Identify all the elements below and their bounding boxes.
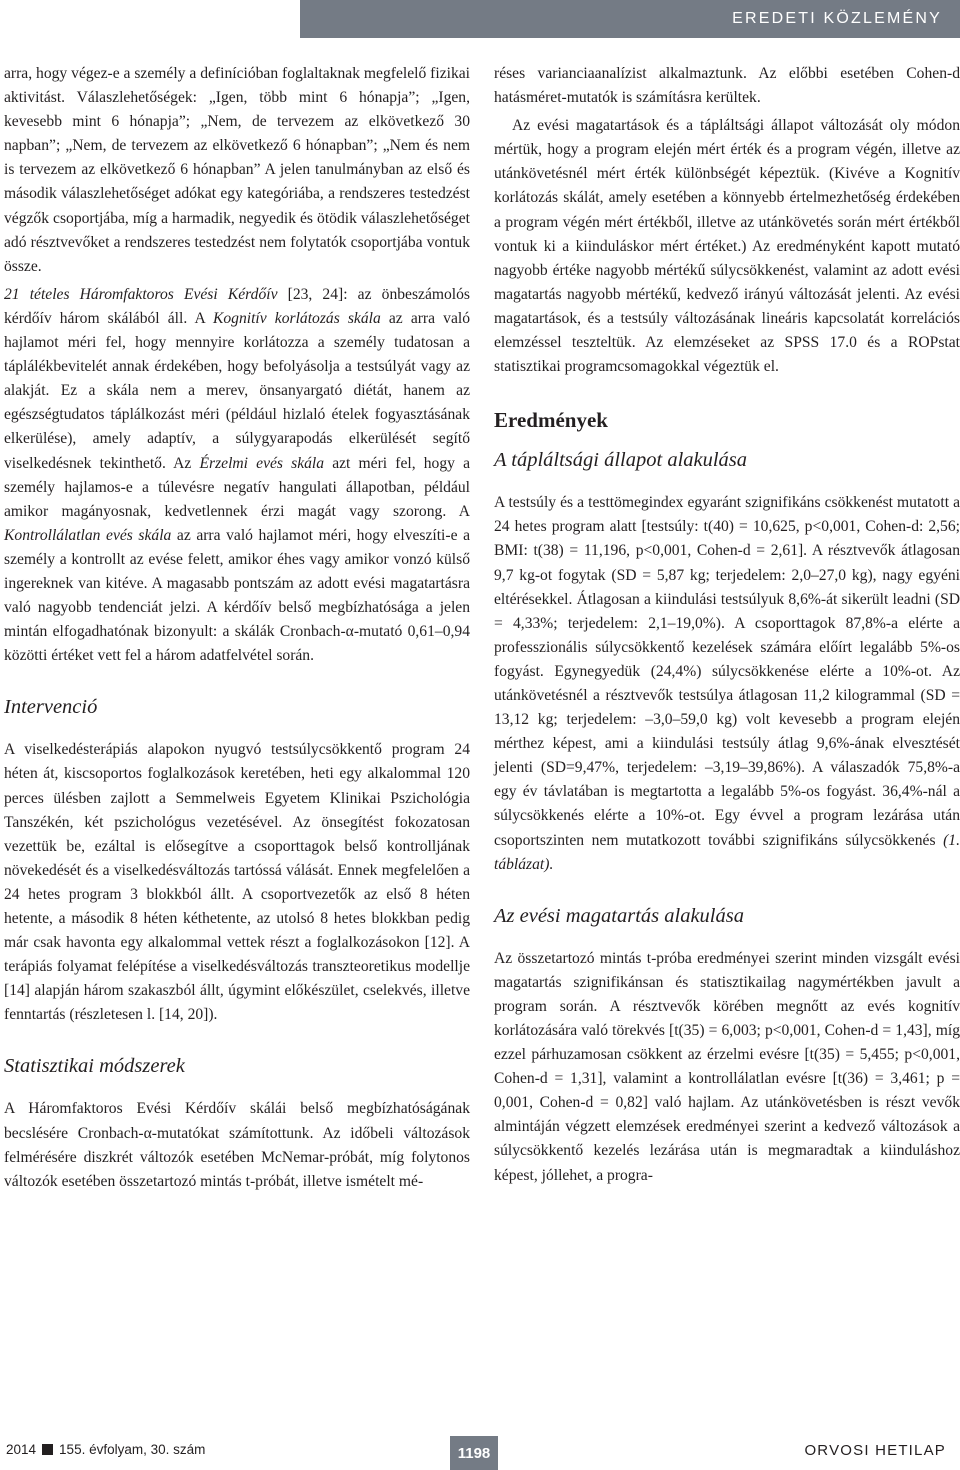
section-heading: Statisztikai módszerek bbox=[4, 1055, 185, 1078]
paragraph: réses varianciaanalízist alkalmaztunk. Az előbbi esetében Cohen-d hatásméret-mutatók is számításra kerültek. bbox=[494, 65, 960, 107]
journal-name: ORVOSI HETILAP bbox=[804, 1442, 946, 1459]
square-bullet-icon bbox=[42, 1444, 53, 1455]
subsection-heading: Az evési magatartás alakulása bbox=[494, 904, 744, 927]
section-heading: Eredmények bbox=[494, 408, 608, 433]
paragraph: A testsúly és a testtömegindex egyaránt szignifikáns csökkenést mutatott a 24 hetes program alatt [testsúly: t(40) = 10,625, p<0,001, Cohen-d: 2,56; BMI: t(38) = 11,196, p<0,001, Cohen-d = 2,61]. A résztvevők átlagosan 9,7 kg-ot fogytak (SD = 5,87 kg; terjedelem: 2,0–27,0 kg), nagy egyéni eltérésekkel. Átlagosan a kiindulási testsúlyuk 8,6%-át sikerült leadni (SD = 4,33%; terjedelem: 2,1–19,0%). A csoporttagok 87,8%-a elérte a professzionális súlycsökkentő kezelések számára előírt legalább 5%-os fogyást. Egynegyedük (24,4%) súlycsökkenése elérte a 10%-ot. Az utánkövetésnél a résztvevők testsúlya átlagosan 11,2 kilogrammal (SD = 13,12 kg; terjedelem: –3,0–59,0 kg) volt kevesebb a program elején mérthez képest, ami a kiindulási testsúly átlag 9,6%-ának elvesztését jelenti (SD=9,47%, terjedelem: –3,19–39,86%). A válaszadók 75,8%-a egy év távlatában is megtartotta a legalább 5%-os fogyást. 36,4%-nál a súlycsökkenés elérte a 10%-ot. Egy évvel a program lezárása után csoportszinten nem mutatkozott további szignifikáns súlycsökkenés (1. táblázat). bbox=[494, 494, 960, 873]
italic-term: 21 tételes Háromfaktoros Evési Kérdőív bbox=[4, 285, 278, 303]
section-banner bbox=[300, 0, 960, 38]
left-column bbox=[4, 62, 470, 1198]
page-footer bbox=[0, 1436, 960, 1470]
issue-info bbox=[6, 1442, 205, 1457]
page-number: 1198 bbox=[450, 1436, 498, 1470]
right-column bbox=[494, 62, 960, 1192]
paragraph: arra, hogy végez-e a személy a definícióban foglaltaknak megfelelő fizikai aktivitást. Válaszlehetőségek: „Igen, több mint 6 hónapja”; „Igen, kevesebb mint 6 hónapja”; „Nem, de tervezem az elkövetkező 30 napban”; „Nem, de tervezem az elkövetkező 6 hónapban”; „Nem és nem is tervezem az elkövetkező 6 hónapban” A jelen tanulmányban az első és második válaszlehetőséget adókat egy kategóriába, a rendszeres testedzést végzők csoportjába, míg a harmadik, negyedik és ötödik válaszlehetőséget adó résztvevőket a rendszeres testedzést nem folytatók csoportjába vontuk össze. bbox=[4, 65, 470, 275]
italic-term: Kognitív korlátozás skála bbox=[212, 309, 381, 327]
paragraph: A Háromfaktoros Evési Kérdőív skálái belső megbízhatóságának becslésére Cronbach-α-mutatókat számítottunk. Az időbeli változások felmérésére diszkrét változók esetében McNemar-próbát, míg folytonos változók esetében összetartozó mintás t-próbát, illetve ismételt mé- bbox=[4, 1100, 470, 1190]
italic-term: Érzelmi evés skála bbox=[199, 454, 325, 472]
issue-year: 2014 bbox=[6, 1442, 37, 1457]
issue-volume: 155. évfolyam, 30. szám bbox=[59, 1442, 206, 1457]
paragraph: 21 tételes Háromfaktoros Evési Kérdőív [23, 24]: az önbeszámolós kérdőív három skálából áll. A Kognitív korlátozás skála az arra való hajlamot méri fel, hogy mennyire korlátozza a személy tudatosan a táplálékbevitelét annak érdekében, hogy befolyásolja a testsúlyát vagy az alakját. Ez a skála nem a merev, önsanyargató diétát, hanem az egészségtudatos táplálkozást méri (például hizlaló ételek fogyasztásának elkerülése), amely adaptív, a súlygyarapodás elkerülését segítő viselkedésnek tekinthető. Az Érzelmi evés skála azt méri fel, hogy a személy hajlamos-e a túlevésre negatív hangulati állapotban, például amikor magányosnak, kedvetlennek érzi magát vagy szorong. A Kontrollálatlan evés skála az arra való hajlamot méri, hogy elveszíti-e a személy a kontrollt az evése felett, amikor éhes vagy amikor vonzó külső ingereknek van kitéve. A magasabb pontszám az adott evési magatartásra való nagyobb tendenciát jelzi. A kérdőív belső megbízhatósága a jelen mintán elfogadhatónak bizonyult: a skálák Cronbach-α-mutató 0,61–0,94 közötti értéket vett fel a három adatfelvétel során. bbox=[4, 285, 471, 665]
italic-term: Kontrollálatlan evés skála bbox=[4, 526, 172, 544]
banner-label: EREDETI KÖZLEMÉNY bbox=[732, 10, 942, 27]
paragraph: Az evési magatartások és a tápláltsági állapot változását oly módon mértük, hogy a program elején mért érték és a program végén, illetve az utánkövetésnél mért érték különbségét képeztük. (Kivéve a Kognitív korlátozás skálát, amely esetében a könnyebb értelmezhetőség érdekében a program végén mért értékből, illetve az utánkövetés során mért értékből vontuk ki a kiinduláskor mért értéket.) Az eredményként kapott mutató nagyobb értéke nagyobb mértékű súlycsökkenést, valamint az adott evési magatartás nagyobb mértékű, kedvező irányú változását jelenti. Az evési magatartások, és a testsúly változásának lineáris kapcsolatát korrelációs elemzéssel teszteltük. Az elemzéseket az SPSS 17.0 és a ROPstat statisztikai programcsomagokkal végeztük el. bbox=[494, 117, 960, 376]
subsection-heading: A tápláltsági állapot alakulása bbox=[494, 449, 748, 472]
table-reference: (1. táblázat). bbox=[494, 831, 960, 873]
paragraph: A viselkedésterápiás alapokon nyugvó testsúlycsökkentő program 24 héten át, kiscsoportos foglalkozások keretében, heti egy alkalommal 120 perces ülésben zajlott a Semmelweis Egyetem Klinikai Pszichológia Tanszékén, két pszichológus vezetésével. Az önsegítést fokozatosan vezettük be, ezáltal is elősegítve a csoporttagok belső kontrolljának növekedését és a viselkedésváltozás tartóssá válását. Ennek megfelelően a 24 hetes program 3 blokkból állt. A csoportvezetők az első 8 héten hetente, a második 8 héten kéthetente, az utolsó 8 hetes blokkban pedig már csak havonta egy alkalommal vettek részt a foglalkozásokon [12]. A terápiás folyamat felépítése a viselkedésváltozás transzteoretikus modellje [14] alapján három szakaszból állt, úgymint előkészület, cselekvés, illetve fenntartás (részletesen l. [14, 20]). bbox=[4, 741, 470, 1024]
section-heading: Intervenció bbox=[4, 696, 98, 719]
paragraph: Az összetartozó mintás t-próba eredményei szerint minden vizsgált evési magatartás szignifikánsan és statisztikailag nagymértékben javult a program során. A résztvevők körében megnőtt az evés kognitív korlátozására való törekvés [t(35) = 6,003; p<0,001, Cohen-d = 1,43], míg ezzel párhuzamosan csökkent az érzelmi evésre [t(35) = 5,455; p<0,001, Cohen-d = 1,31], valamint a kontrollálatlan evésre [t(36) = 3,461; p = 0,001, Cohen-d = 0,82] való hajlam. Az utánkövetésben is részt vevők almintáján végzett elemzések eredményei szerint a kedvező változások a súlycsökkentő kezelés lezárása után is megmaradtak a kiinduláshoz képest, jóllehet, a progra- bbox=[494, 949, 960, 1184]
